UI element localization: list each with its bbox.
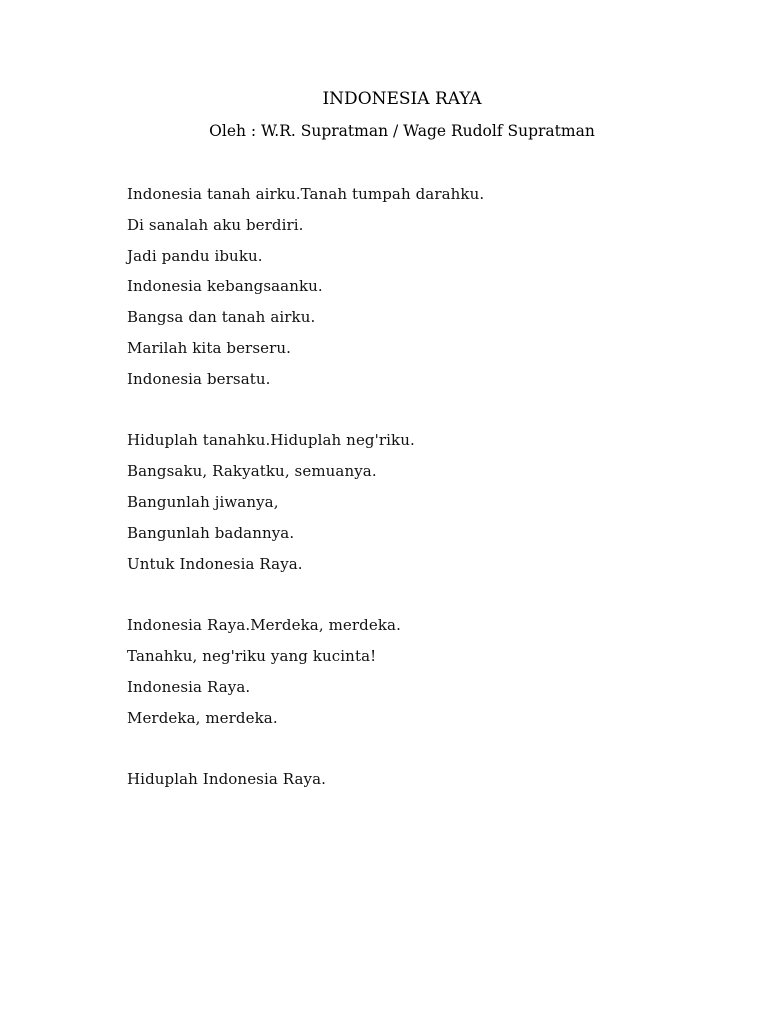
lyric-line: Jadi pandu ibuku. (127, 246, 263, 265)
lyric-line: Indonesia kebangsaanku. (127, 277, 323, 296)
page-subtitle: Oleh : W.R. Supratman / Wage Rudolf Supratman (209, 122, 595, 140)
lyric-line: Indonesia Raya.Merdeka, merdeka. (127, 616, 401, 635)
lyric-line: Indonesia bersatu. (127, 369, 271, 388)
stanza-3 (127, 610, 727, 733)
lyric-line: Merdeka, merdeka. (127, 708, 278, 727)
lyric-line: Indonesia tanah airku.Tanah tumpah darahku. (127, 185, 485, 203)
lyric-line: Indonesia Raya. (127, 677, 251, 696)
lyric-line: Marilah kita berseru. (127, 338, 291, 357)
lyric-line: Bangunlah jiwanya, (127, 492, 279, 511)
page-title: INDONESIA RAYA (322, 89, 482, 109)
lyric-line: Tanahku, neg'riku yang kucinta! (127, 646, 377, 665)
lyric-line: Di sanalah aku berdiri. (127, 215, 304, 234)
lyric-line: Bangunlah badannya. (127, 523, 295, 542)
stanza-4 (127, 764, 727, 795)
lyrics-body (127, 179, 727, 826)
lyric-line: Untuk Indonesia Raya. (127, 554, 303, 573)
stanza-2 (127, 425, 727, 579)
stanza-1 (127, 179, 727, 395)
lyric-line: Hiduplah tanahku.Hiduplah neg'riku. (127, 431, 415, 450)
lyric-line: Hiduplah Indonesia Raya. (127, 770, 327, 789)
lyric-line: Bangsaku, Rakyatku, semuanya. (127, 462, 377, 481)
lyric-line: Bangsa dan tanah airku. (127, 308, 316, 327)
